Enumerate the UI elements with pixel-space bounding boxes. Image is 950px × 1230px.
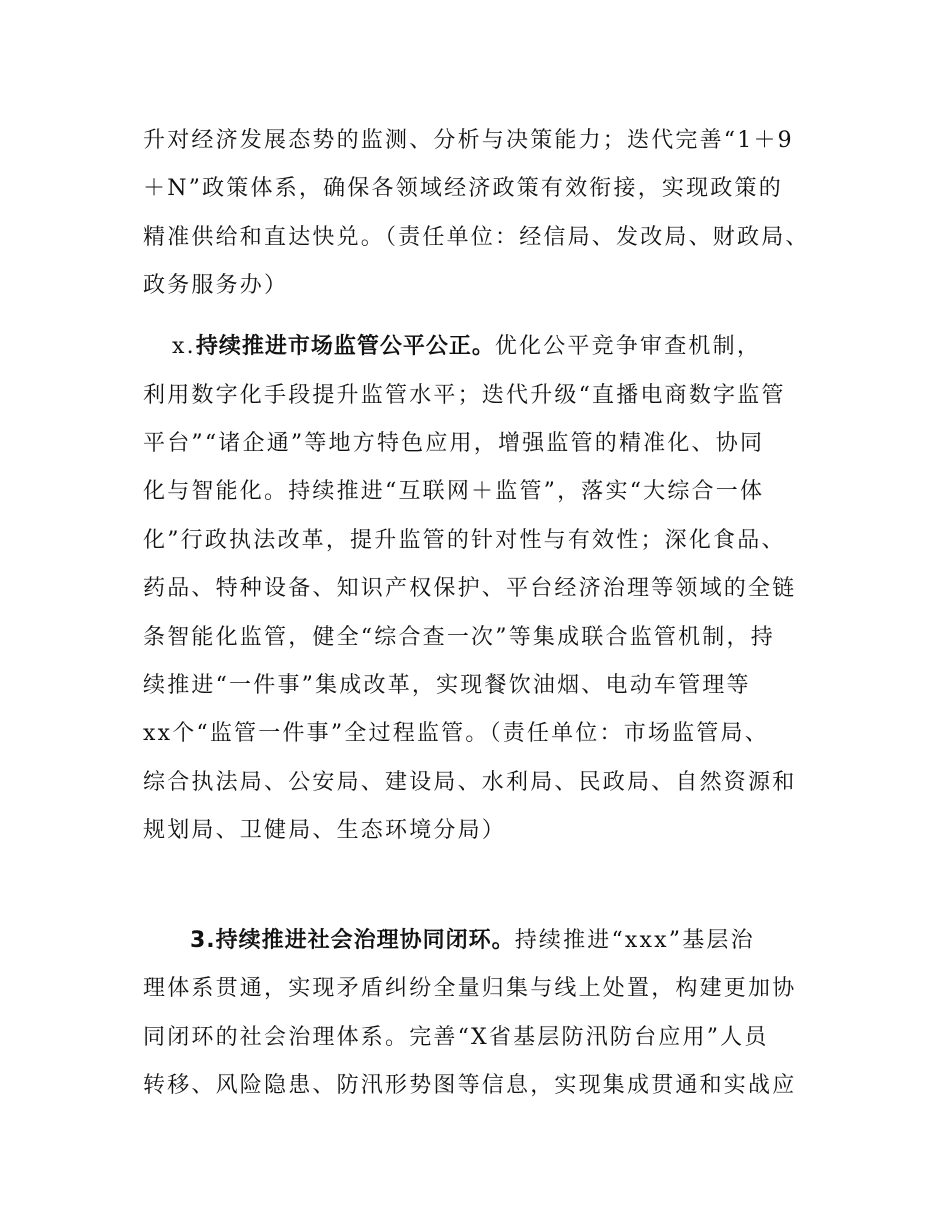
paragraph-line: 平台”“诸企通”等地方特色应用，增强监管的精准化、协同 xyxy=(143,431,765,456)
paragraph-line: 药品、特种设备、知识产权保护、平台经济治理等领域的全链 xyxy=(143,576,797,601)
section-heading: 持续推进社会治理协同闭环。 xyxy=(215,928,515,953)
section-number: x. xyxy=(172,334,196,359)
paragraph-line: xx个“监管一件事”全过程监管。（责任单位：市场监管局、 xyxy=(143,721,769,746)
paragraph-line: 同闭环的社会治理体系。完善“X省基层防汛防台应用”人员 xyxy=(143,1025,769,1050)
paragraph-line: ＋N”政策体系，确保各领域经济政策有效衔接，实现政策的 xyxy=(143,176,783,201)
paragraph-first-line xyxy=(172,332,761,362)
paragraph-line: 转移、风险隐患、防汛形势图等信息，实现集成贯通和实战应 xyxy=(143,1073,797,1098)
paragraph-line: 政务服务办） xyxy=(143,273,289,298)
paragraph-line: 理体系贯通，实现矛盾纠纷全量归集与线上处置，构建更加协 xyxy=(143,976,797,1001)
paragraph-line: 续推进“一件事”集成改革，实现餐饮油烟、电动车管理等 xyxy=(143,673,751,698)
paragraph-text: 优化公平竞争审查机制， xyxy=(494,334,762,359)
paragraph-line: 利用数字化手段提升监管水平；迭代升级“直播电商数字监管 xyxy=(143,383,786,408)
paragraph-line: 规划局、卫健局、生态环境分局） xyxy=(143,818,507,843)
paragraph-first-line xyxy=(190,926,755,956)
section-number: 3. xyxy=(190,928,216,953)
paragraph-line: 化”行政执法改革，提升监管的针对性与有效性；深化食品、 xyxy=(143,528,786,553)
paragraph-text: 持续推进“xxx”基层治 xyxy=(514,928,755,953)
paragraph-line: 精准供给和直达快兑。（责任单位：经信局、发改局、财政局、 xyxy=(143,225,810,250)
paragraph-line: 条智能化监管，健全“综合查一次”等集成联合监管机制，持 xyxy=(143,625,775,650)
paragraph-line: 综合执法局、公安局、建设局、水利局、民政局、自然资源和 xyxy=(143,770,797,795)
section-heading: 持续推进市场监管公平公正。 xyxy=(195,334,495,359)
paragraph-line: 化与智能化。持续推进“互联网＋监管”，落实“大综合一体 xyxy=(143,479,765,504)
paragraph-line: 升对经济发展态势的监测、分析与决策能力；迭代完善“1＋9 xyxy=(143,128,794,153)
